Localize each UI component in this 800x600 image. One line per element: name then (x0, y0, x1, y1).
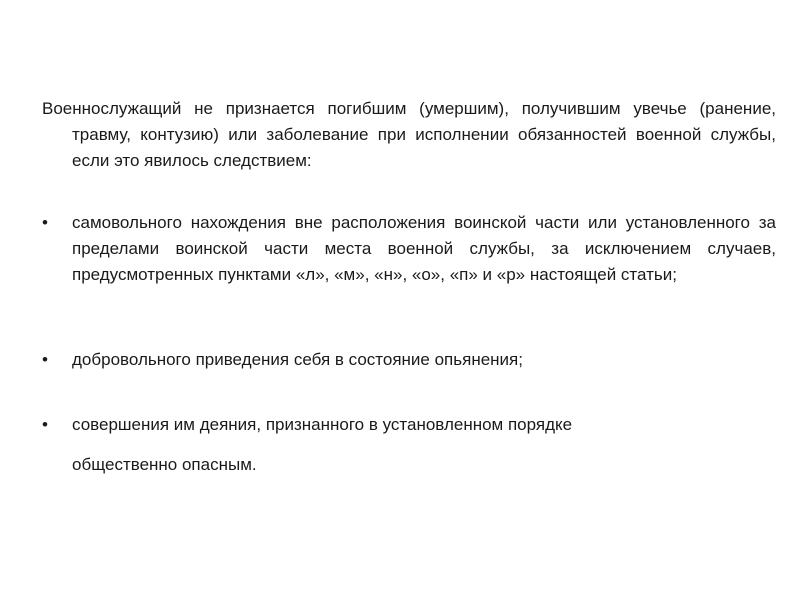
bullet-text: самовольного нахождения вне расположения воинской части или установленного за пределами воинской части места военной службы, за исключением случаев, предусмотренных пунктами «л», «м», «н», «о», «п» и «р» настоящей статьи; (72, 213, 776, 284)
bullet-text-line-1: совершения им деяния, признанного в установленном порядке (72, 415, 573, 434)
intro-paragraph: Военнослужащий не признается погибшим (умершим), получившим увечье (ранение, травму, контузию) или заболевание при исполнении обязанностей военной службы, если это явилось следствием: (42, 99, 776, 170)
bullet-item-2 (42, 347, 776, 373)
bullet-item-3 (42, 412, 776, 478)
bullet-marker: • (42, 350, 48, 369)
bullet-text-line-2: общественно опасным. (72, 455, 257, 474)
bullet-text: добровольного приведения себя в состояние опьянения; (72, 350, 523, 369)
bullet-marker: • (42, 213, 48, 232)
bullet-item-1 (42, 210, 776, 288)
bullet-marker: • (42, 415, 48, 434)
